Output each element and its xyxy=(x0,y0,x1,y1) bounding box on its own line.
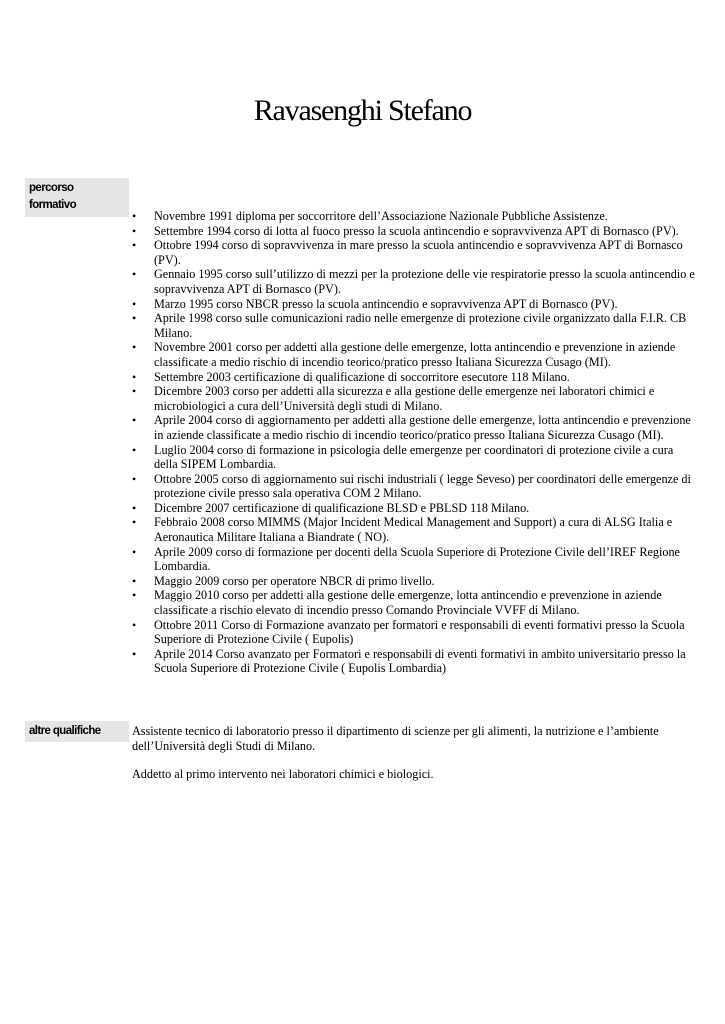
list-item: • Luglio 2004 corso di formazione in psicologia delle emergenze per coordinatori di protezione civile a cura della SIPEM Lombardia. xyxy=(130,443,695,472)
list-item: • Aprile 2004 corso di aggiornamento per addetti alla gestione delle emergenze, lotta antincendio e prevenzione in aziende classificate a medio rischio di incendio teorico/pratico presso Italiana Sicurezza Cusago (MI). xyxy=(130,413,695,442)
page-title: Ravasenghi Stefano xyxy=(253,94,472,127)
list-item: • Ottobre 2005 corso di aggiornamento sui rischi industriali ( legge Seveso) per coordinatori delle emergenze di protezione civile presso sala operativa COM 2 Milano. xyxy=(130,472,695,501)
list-item: • Maggio 2009 corso per operatore NBCR di primo livello. xyxy=(130,574,695,589)
list-item: • Maggio 2010 corso per addetti alla gestione delle emergenze, lotta antincendio e prevenzione in aziende classificate a rischio elevato di incendio presso Comando Provinciale VVFF di Milano. xyxy=(130,588,695,617)
section-label-percorso-formativo xyxy=(25,178,129,217)
list-item: • Dicembre 2003 corso per addetti alla sicurezza e alla gestione delle emergenze nei laboratori chimici e microbiologici a cura dell’Università degli studi di Milano. xyxy=(130,384,695,413)
list-item: • Ottobre 2011 Corso di Formazione avanzato per formatori e responsabili di eventi formativi presso la Scuola Superiore di Protezione Civile ( Eupolis) xyxy=(130,618,695,647)
section-label-line: formativo xyxy=(29,199,76,211)
section-label-altre-qualifiche: altre qualifiche xyxy=(25,721,129,742)
list-item: • Novembre 2001 corso per addetti alla gestione delle emergenze, lotta antincendio e prevenzione in aziende classificate a medio rischio di incendio teorico/pratico presso Italiana Sicurezza Cusago (MI). xyxy=(130,340,695,369)
list-item: • Marzo 1995 corso NBCR presso la scuola antincendio e sopravvivenza APT di Bornasco (PV). xyxy=(130,297,695,312)
qualification-paragraph: Addetto al primo intervento nei laboratori chimici e biologici. xyxy=(132,767,434,781)
course-list xyxy=(130,209,695,676)
qualification-paragraph: Assistente tecnico di laboratorio presso il dipartimento di scienze per gli alimenti, la nutrizione e l’ambiente dell’Università degli Studi di Milano. xyxy=(132,724,659,753)
section-label-line: percorso xyxy=(29,182,74,194)
list-item: • Settembre 1994 corso di lotta al fuoco presso la scuola antincendio e sopravvivenza APT di Bornasco (PV). xyxy=(130,224,695,239)
list-item: • Febbraio 2008 corso MIMMS (Major Incident Medical Management and Support) a cura di ALSG Italia e Aeronautica Militare Italiana a Biandrate ( NO). xyxy=(130,515,695,544)
list-item: • Aprile 2009 corso di formazione per docenti della Scuola Superiore di Protezione Civile dell’IREF Regione Lombardia. xyxy=(130,545,695,574)
list-item: • Aprile 1998 corso sulle comunicazioni radio nelle emergenze di protezione civile organizzato dalla F.I.R. CB Milano. xyxy=(130,311,695,340)
list-item: • Settembre 2003 certificazione di qualificazione di soccorritore esecutore 118 Milano. xyxy=(130,370,695,385)
list-item: • Gennaio 1995 corso sull’utilizzo di mezzi per la protezione delle vie respiratorie presso la scuola antincendio e sopravvivenza APT di Bornasco (PV). xyxy=(130,267,695,296)
list-item: • Ottobre 1994 corso di sopravvivenza in mare presso la scuola antincendio e sopravvivenza APT di Bornasco (PV). xyxy=(130,238,695,267)
list-item: • Novembre 1991 diploma per soccorritore dell’Associazione Nazionale Pubbliche Assistenze. xyxy=(130,209,695,224)
list-item: • Aprile 2014 Corso avanzato per Formatori e responsabili di eventi formativi in ambito universitario presso la Scuola Superiore di Protezione Civile ( Eupolis Lombardia) xyxy=(130,647,695,676)
list-item: • Dicembre 2007 certificazione di qualificazione BLSD e PBLSD 118 Milano. xyxy=(130,501,695,516)
